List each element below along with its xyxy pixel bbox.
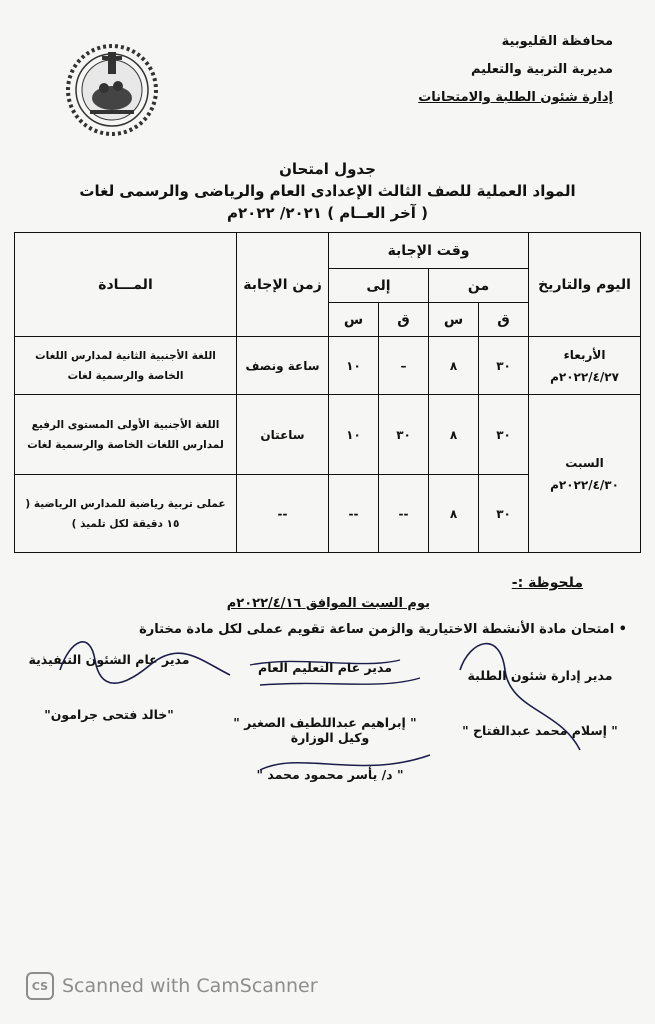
signature-undersecretary (230, 730, 430, 782)
signature-name: " إسلام محمد عبدالفتاح " (462, 723, 618, 738)
from-minutes-cell: ٣٠ (479, 475, 529, 553)
notes-title: ملحوظة :- (511, 575, 583, 591)
camscanner-text: Scanned with CamScanner (62, 975, 318, 997)
to-minutes-cell: ٣٠ (379, 395, 429, 475)
table-row (15, 337, 641, 395)
governorate-label: محافظة القليوبية (501, 34, 613, 49)
to-minutes-cell: -- (379, 475, 429, 553)
header-from: من (429, 269, 529, 303)
to-hours-cell: ١٠ (329, 395, 379, 475)
notes-date: يوم السبت الموافق ٢٠٢٢/٤/١٦م (226, 596, 430, 611)
duration-cell: ساعتان (237, 395, 329, 475)
to-hours-cell: ١٠ (329, 337, 379, 395)
header-minutes: ق (479, 303, 529, 337)
camscanner-icon: CS (26, 972, 54, 1000)
header-minutes: ق (379, 303, 429, 337)
header-day: اليوم والتاريخ (529, 233, 641, 337)
signature-title: مدير عام الشئون التنفيذية (28, 652, 190, 667)
header-duration: زمن الإجابة (237, 233, 329, 337)
subject-cell: عملى تربية رياضية للمدارس الرياضية ( ١٥ دقيقة لكل تلميذ ) (15, 475, 237, 553)
signature-title: وكيل الوزارة (290, 730, 370, 745)
table-header-row (15, 233, 641, 269)
header-to: إلى (329, 269, 429, 303)
from-minutes-cell: ٣٠ (479, 337, 529, 395)
signature-general-education (225, 660, 425, 730)
day-label: الأربعاء (563, 347, 606, 362)
subject-cell: اللغة الأجنبية الثانية لمدارس اللغات الخاصة والرسمية لغات (15, 337, 237, 395)
directorate-label: مديرية التربية والتعليم (470, 62, 613, 77)
from-minutes-cell: ٣٠ (479, 395, 529, 475)
title-block (60, 158, 595, 224)
signature-name: " إبراهيم عبداللطيف الصغير " (233, 715, 417, 730)
from-hours-cell: ٨ (429, 395, 479, 475)
notes-text-body: امتحان مادة الأنشطة الاختيارية والزمن ساعة تقويم عملى لكل مادة مختارة (139, 622, 615, 637)
from-hours-cell: ٨ (429, 475, 479, 553)
signature-name: "خالد فتحى جرامون" (44, 707, 174, 722)
camscanner-watermark (26, 972, 318, 1000)
header-hours: س (429, 303, 479, 337)
signature-executive-affairs (14, 652, 204, 722)
signature-title: مدير إدارة شئون الطلبة (467, 668, 613, 683)
ministry-seal-logo (62, 40, 162, 140)
from-hours-cell: ٨ (429, 337, 479, 395)
table-row (15, 395, 641, 475)
signature-student-affairs (455, 668, 625, 738)
to-hours-cell: -- (329, 475, 379, 553)
date-label: ٢٠٢٢/٤/٢٧م (550, 369, 619, 384)
department-label: إدارة شئون الطلبة والامتحانات (418, 90, 613, 105)
exam-schedule-table (14, 232, 641, 553)
duration-cell: ساعة ونصف (237, 337, 329, 395)
date-label: ٢٠٢٢/٤/٣٠م (550, 477, 619, 492)
header-subject: المـــادة (15, 233, 237, 337)
title-subject: المواد العملية للصف الثالث الإعدادى العام والرياضى والرسمى لغات (79, 182, 576, 200)
header-hours: س (329, 303, 379, 337)
header-block (418, 34, 613, 118)
notes-text: • امتحان مادة الأنشطة الاختيارية والزمن ساعة تقويم عملى لكل مادة مختارة (139, 622, 627, 637)
to-minutes-cell: – (379, 337, 429, 395)
signature-name: " د/ يأسر محمود محمد " (256, 767, 404, 782)
header-time: وقت الإجابة (329, 233, 529, 269)
title-year: ( آخر العــام ) ٢٠٢١/ ٢٠٢٢م (227, 204, 428, 222)
day-date-cell (529, 395, 641, 553)
day-label: السبت (565, 455, 604, 470)
signature-title: مدير عام التعليم العام (258, 660, 392, 675)
day-date-cell (529, 337, 641, 395)
subject-cell: اللغة الأجنبية الأولى المستوى الرفيع لمدارس اللغات الخاصة والرسمية لغات (15, 395, 237, 475)
title-main: جدول امتحان (279, 160, 376, 178)
duration-cell: -- (237, 475, 329, 553)
